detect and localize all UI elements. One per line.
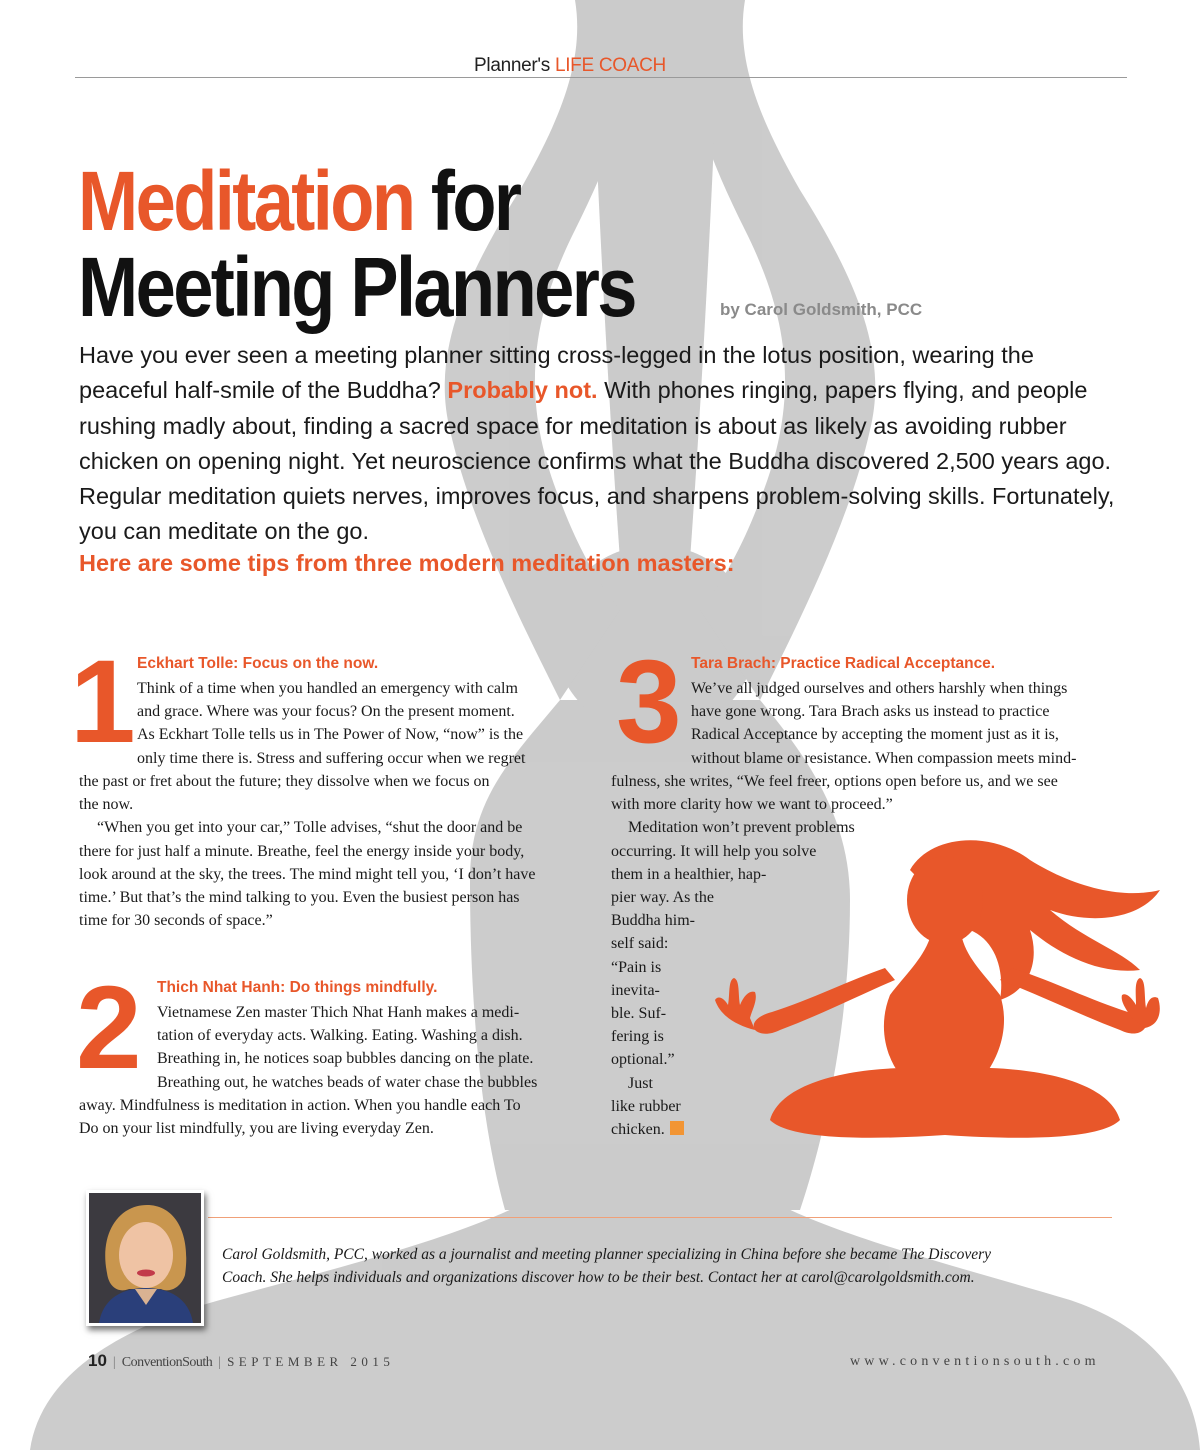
tip-3-heading: Tara Brach: Practice Radical Acceptance. [691, 655, 996, 672]
tip-1-line: look around at the sky, the trees. The mind might tell you, ‘I don’t have [79, 865, 536, 883]
tip-3-line: them in a healthier, hap- [611, 865, 767, 883]
tip-2-line: Breathing out, he watches beads of water chase the bubbles [157, 1073, 538, 1091]
tip-3-line: ble. Suf- [611, 1005, 667, 1023]
title-line-2: Meeting Planners [78, 240, 635, 334]
tip-1-line: time for 30 seconds of space.” [79, 912, 273, 930]
header-divider [75, 77, 1127, 78]
author-avatar [89, 1193, 201, 1323]
tip-2-line: tation of everyday acts. Walking. Eating. Washing a dish. [157, 1027, 523, 1045]
tip-3-line: optional.” [611, 1051, 675, 1069]
magazine-name: ConventionSouth [121, 1355, 213, 1370]
tip-3-line: Radical Acceptance by accepting the moment just as it is, [691, 726, 1059, 744]
tip-3-line: chicken. [611, 1121, 665, 1139]
tip-3-line: Meditation won’t prevent problems [628, 819, 855, 837]
tip-2-number: 2 [76, 962, 138, 1094]
lead-paragraph [79, 338, 1124, 550]
tip-2-line: Do on your list mindfully, you are living everyday Zen. [79, 1120, 434, 1138]
footer-separator: | [112, 1355, 116, 1370]
tip-1-line: As Eckhart Tolle tells us in The Power of Now, “now” is the [137, 726, 524, 744]
footer-separator: | [218, 1355, 222, 1370]
title-word-for: for [430, 154, 520, 248]
tip-1-body-indented [137, 677, 525, 770]
tip-3-line: like rubber [611, 1097, 681, 1115]
tip-1-line: there for just half a minute. Breathe, feel the energy inside your body, [79, 842, 525, 860]
title-accent-word: Meditation [78, 154, 414, 248]
running-head [0, 55, 1140, 77]
page-number: 10 [88, 1351, 107, 1370]
tip-3-line: pier way. As the [611, 889, 714, 907]
meditating-woman-icon [700, 830, 1160, 1140]
section-prefix: Planner's [474, 55, 550, 76]
tip-2-line: Vietnamese Zen master Thich Nhat Hanh makes a medi- [157, 1004, 520, 1021]
end-mark-icon [670, 1121, 684, 1135]
issue-date: SEPTEMBER 2015 [227, 1354, 395, 1369]
tip-2-heading: Thich Nhat Hanh: Do things mindfully. [157, 979, 438, 996]
tip-3-line: fulness, she writes, “We feel freer, options open before us, and we see [611, 773, 1058, 790]
tip-3-line: occurring. It will help you solve [611, 842, 817, 860]
website-link[interactable]: www.conventionsouth.com [850, 1354, 1100, 1369]
tip-3-line: have gone wrong. Tara Brach asks us instead to practice [691, 703, 1050, 721]
tip-1-number: 1 [70, 636, 132, 768]
tip-3-line: Buddha him- [611, 912, 695, 930]
tip-1-line: Think of a time when you handled an emergency with calm [137, 680, 518, 697]
tip-3-line: Just [628, 1074, 653, 1092]
tip-3-line: without blame or resistance. When compassion meets mind- [691, 749, 1077, 767]
tip-1-line: and grace. Where was your focus? On the present moment. [137, 703, 515, 721]
tip-1-line: the now. [79, 796, 134, 814]
tip-1-line: the past or fret about the future; they dissolve when we focus on [79, 773, 490, 790]
lead-text-part-1: Have you ever seen a meeting planner sitting cross-legged in the lotus position, wearing the peaceful half-smile of the Buddha? [79, 342, 1034, 404]
lead-text-part-2: With phones ringing, papers flying, and people rushing madly about, finding a sacred space for meditation is about as likely as avoiding rubber chicken on opening night. Yet neuroscience confirms what the Buddha discovered 2,500 years ago. Regular meditation quiets nerves, improves focus, and sharpens problem-solving skills. Fortunately, you can meditate on the go. [79, 377, 1115, 545]
byline: by Carol Goldsmith, PCC [720, 300, 923, 319]
tip-3-line: with more clarity how we want to proceed.” [611, 796, 893, 814]
tip-1-body [79, 770, 536, 932]
title-line-1 [78, 154, 635, 248]
tip-2-line: away. Mindfulness is meditation in action. When you handle each To [79, 1097, 521, 1114]
tip-1-line: time.’ But that’s the mind talking to you. Even the busiest person has [79, 889, 520, 907]
tip-3-line: fering is [611, 1028, 664, 1046]
tip-3-line: inevita- [611, 981, 660, 999]
tips-intro: Here are some tips from three modern meditation masters: [79, 550, 735, 576]
bio-divider [208, 1217, 1112, 1218]
tip-3-line: self said: [611, 935, 669, 953]
tip-3-line: “Pain is [611, 958, 662, 976]
tip-1-line: only time there is. Stress and suffering occur when we regret [137, 749, 526, 767]
tip-2-line: Breathing in, he notices soap bubbles dancing on the plate. [157, 1050, 534, 1068]
author-bio-line: Coach. She helps individuals and organizations discover how to be their best. Contact her at carol@carolgoldsmith.com. [222, 1269, 975, 1286]
tip-2-body [79, 1094, 521, 1140]
tip-2-body-indented [157, 1001, 537, 1094]
tip-1-heading: Eckhart Tolle: Focus on the now. [137, 655, 379, 672]
tip-1-line: “When you get into your car,” Tolle advises, “shut the door and be [97, 819, 523, 837]
page-footer [88, 1351, 394, 1371]
article-title [78, 154, 635, 334]
tip-3-line: We’ve all judged ourselves and others harshly when things [691, 680, 1068, 697]
tip-3-body-indented [691, 677, 1076, 770]
author-bio [222, 1243, 1112, 1289]
tip-3-number: 3 [616, 636, 678, 768]
author-bio-line: Carol Goldsmith, PCC, worked as a journalist and meeting planner specializing in China before she became The Discovery [222, 1246, 992, 1263]
author-portrait [86, 1190, 204, 1326]
section-accent: LIFE COACH [554, 55, 666, 76]
lead-highlight: Probably not. [447, 377, 598, 404]
